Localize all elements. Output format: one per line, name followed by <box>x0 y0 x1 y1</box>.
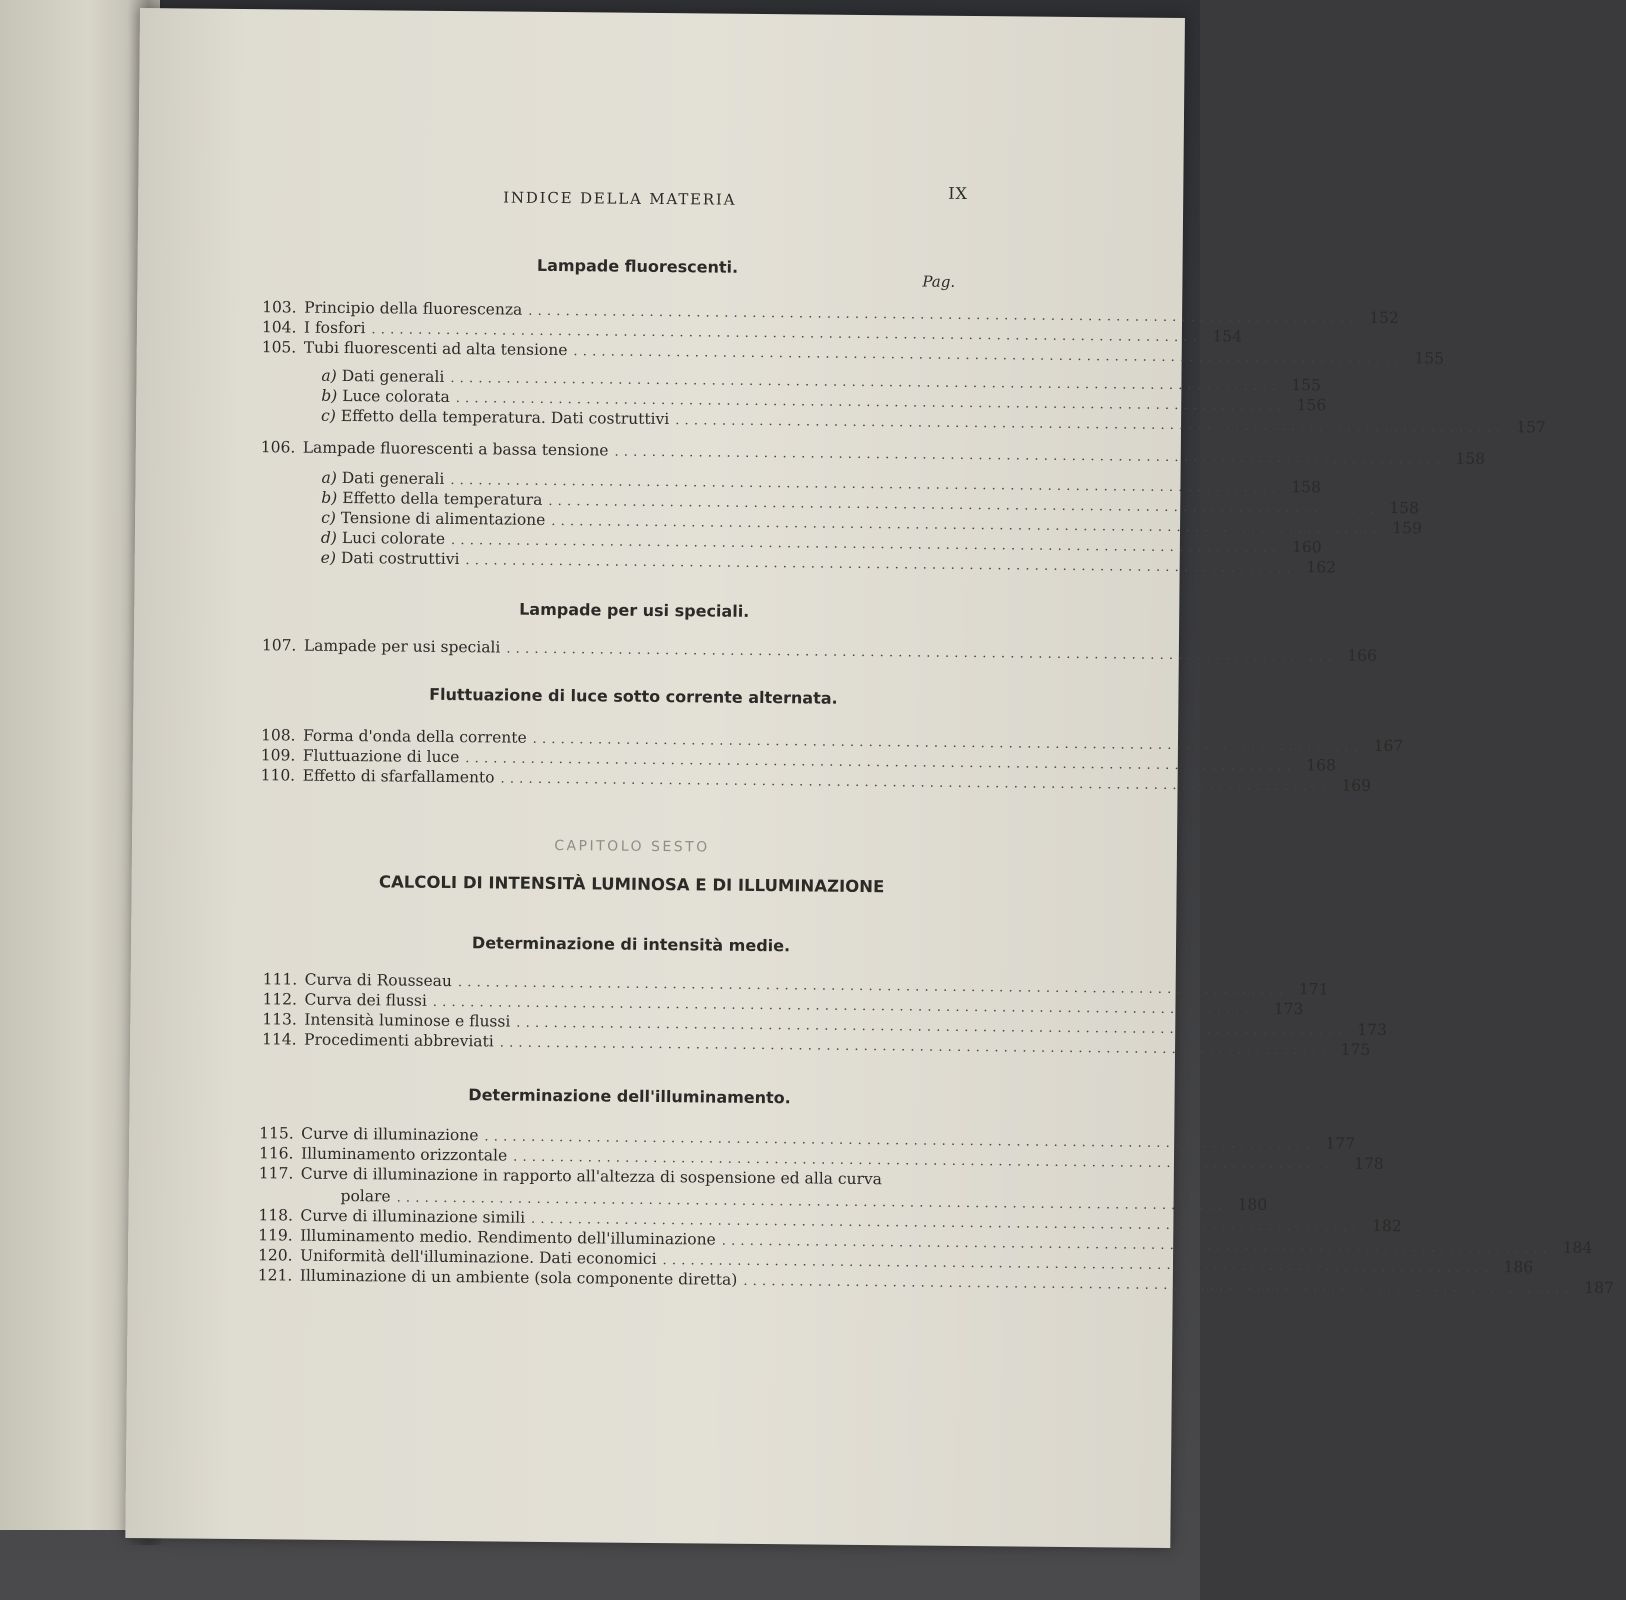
book-page <box>125 8 1614 1548</box>
toc-entry: 119. Illuminamento medio. Rendimento dell'illuminazione ......................................................................................... 184 <box>258 1226 1593 1257</box>
toc-entry: 117. Curve di illuminazione in rapporto all'altezza di sospensione ed alla curva <box>258 1164 883 1189</box>
running-header: INDICE DELLA MATERIA <box>503 188 737 209</box>
toc-entry: 108. Forma d'onda della corrente ......................................................................................... 167 <box>260 726 1404 756</box>
toc-subentry: b) Effetto della temperatura ......................................................................................... 158 <box>321 488 1420 518</box>
page-column-label: Pag. <box>922 272 956 291</box>
section-title: Fluttuazione di luce sotto corrente alternata. <box>429 684 838 708</box>
toc-subentry: a) Dati generali ......................................................................................... 155 <box>321 366 1322 395</box>
toc-entry: 111. Curva di Rousseau ......................................................................................... 171 <box>262 970 1329 999</box>
toc-entry: 118. Curve di illuminazione simili ......................................................................................... 182 <box>258 1206 1402 1236</box>
toc-entry: 105. Tubi fluorescenti ad alta tensione ......................................................................................... 155 <box>261 338 1445 368</box>
toc-entry: 120. Uniformità dell'illuminazione. Dati economici ......................................................................................... 186 <box>257 1246 1534 1277</box>
toc-entry: 112. Curva dei flussi ......................................................................................... 173 <box>262 990 1304 1019</box>
toc-entry: 106. Lampade fluorescenti a bassa tensione ......................................................................................... 158 <box>260 438 1486 468</box>
toc-entry: 103. Principio della fluorescenza ......................................................................................... 152 <box>262 298 1399 328</box>
toc-entry: 107. Lampade per usi speciali ......................................................................................... 166 <box>261 636 1378 665</box>
chapter-label: CAPITOLO SESTO <box>554 838 710 856</box>
section-title: Lampade per usi speciali. <box>519 599 750 621</box>
toc-entry: 109. Fluttuazione di luce ......................................................................................... 168 <box>260 746 1336 775</box>
toc-subentry: e) Dati costruttivi ......................................................................................... 162 <box>320 548 1337 577</box>
section-title: Lampade fluorescenti. <box>536 255 739 277</box>
toc-entry: 104. I fosfori ......................................................................................... 154 <box>261 318 1243 346</box>
toc-entry: 115. Curve di illuminazione ......................................................................................... 177 <box>259 1124 1356 1153</box>
toc-entry: 121. Illuminazione di un ambiente (sola componente diretta) ......................................................................................... 187 <box>257 1266 1614 1298</box>
toc-entry: 114. Procedimenti abbreviati ......................................................................................... 175 <box>262 1030 1371 1059</box>
toc-entry: 116. Illuminamento orizzontale ......................................................................................... 178 <box>258 1144 1384 1173</box>
toc-subentry: a) Dati generali ......................................................................................... 158 <box>321 468 1322 497</box>
toc-entry-continuation: polare ......................................................................................... 180 <box>340 1186 1268 1214</box>
toc-entry: 113. Intensità luminose e flussi ......................................................................................... 173 <box>262 1010 1387 1040</box>
section-title: Determinazione dell'illuminamento. <box>468 1085 791 1108</box>
chapter-title: CALCOLI DI INTENSITÀ LUMINOSA E DI ILLUMINAZIONE <box>378 872 885 897</box>
toc-subentry: c) Effetto della temperatura. Dati costruttivi ......................................................................................... 157 <box>321 406 1546 437</box>
toc-subentry: d) Luci colorate ......................................................................................... 160 <box>320 528 1322 557</box>
toc-entry: 110. Effetto di sfarfallamento ......................................................................................... 169 <box>260 766 1372 795</box>
page-number: IX <box>948 183 969 203</box>
toc-subentry: b) Luce colorata ......................................................................................... 156 <box>321 386 1327 415</box>
section-title: Determinazione di intensità medie. <box>471 933 791 956</box>
toc-subentry: c) Tensione di alimentazione ......................................................................................... 159 <box>321 508 1422 538</box>
